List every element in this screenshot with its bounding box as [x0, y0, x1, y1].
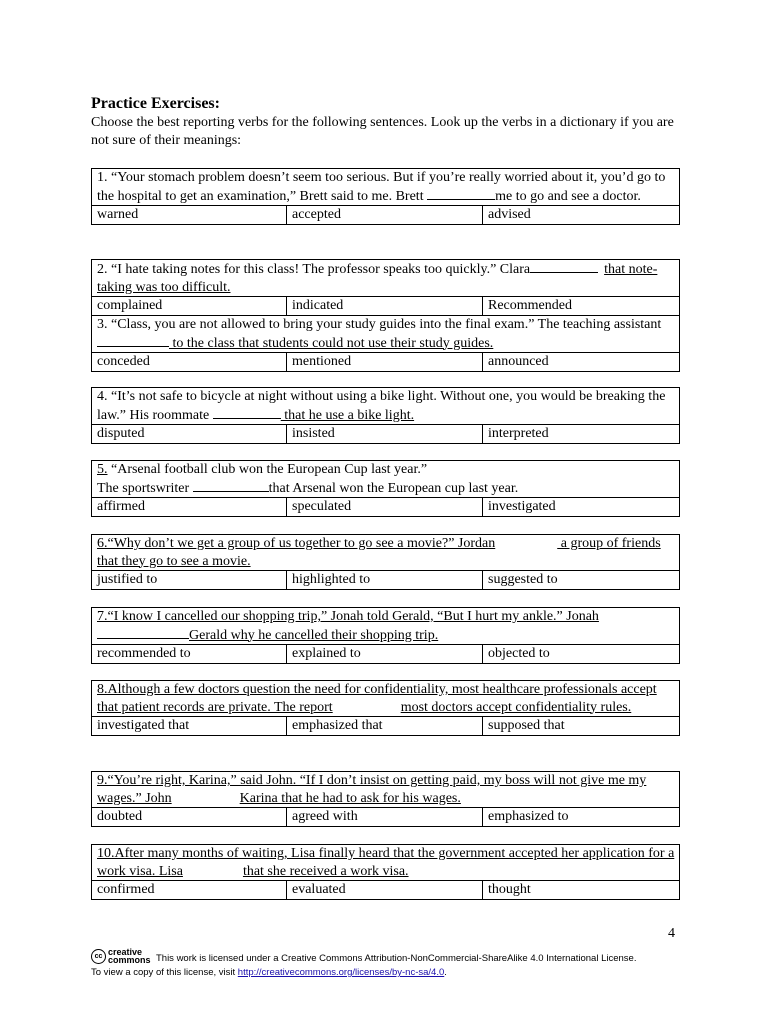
exercise-8 [91, 680, 680, 736]
option-7c[interactable]: objected to [483, 645, 680, 664]
option-8b[interactable]: emphasized that [287, 717, 483, 736]
option-1a[interactable]: warned [92, 206, 287, 225]
option-3a[interactable]: conceded [92, 353, 287, 372]
creative-commons-logo-icon: cc creative commons [91, 948, 151, 964]
question-6: 6.“Why don’t we get a group of us together to go see a movie?” Jordan a group of friends that they go to see a movie. [92, 535, 680, 571]
option-7b[interactable]: explained to [287, 645, 483, 664]
question-8: 8.Although a few doctors question the need for confidentiality, most healthcare professionals accept that patient records are private. The report most doctors accept confidentiality rules. [92, 681, 680, 717]
option-9b[interactable]: agreed with [287, 808, 483, 827]
exercise-6 [91, 534, 680, 590]
option-5c[interactable]: investigated [483, 498, 680, 517]
question-4: 4. “It’s not safe to bicycle at night without using a bike light. Without one, you would be breaking the law.” His roommate that he use a bike light. [92, 388, 680, 425]
option-8a[interactable]: investigated that [92, 717, 287, 736]
question-9: 9.“You’re right, Karina,” said John. “If I don’t insist on getting paid, my boss will not give me my wages.” John Karina that he had to ask for his wages. [92, 772, 680, 808]
answer-blank [530, 260, 598, 273]
option-10b[interactable]: evaluated [287, 881, 483, 900]
license-footer [91, 948, 711, 964]
question-2: 2. “I hate taking notes for this class! The professor speaks too quickly.” Clara that note-taking was too difficult. [92, 260, 680, 297]
option-10a[interactable]: confirmed [92, 881, 287, 900]
option-1b[interactable]: accepted [287, 206, 483, 225]
exercise-9 [91, 771, 680, 827]
option-6b[interactable]: highlighted to [287, 571, 483, 590]
option-2c[interactable]: Recommended [483, 297, 680, 316]
answer-blank [213, 406, 281, 419]
license-link[interactable]: http://creativecommons.org/licenses/by-nc-sa/4.0 [237, 967, 445, 978]
exercise-2-3 [91, 259, 680, 372]
option-4b[interactable]: insisted [287, 425, 483, 444]
question-5: 5. “Arsenal football club won the European Cup last year.” The sportswriter that Arsenal won the European cup last year. [92, 461, 680, 498]
exercise-7 [91, 607, 680, 664]
option-6c[interactable]: suggested to [483, 571, 680, 590]
option-5b[interactable]: speculated [287, 498, 483, 517]
question-1: 1. “Your stomach problem doesn’t seem too serious. But if you’re really worried about it, you’d go to the hospital to get an examination,” Brett said to me. Brett me to go and see a doctor. [92, 169, 680, 206]
option-10c[interactable]: thought [483, 881, 680, 900]
answer-blank [97, 626, 189, 639]
answer-blank [427, 187, 495, 200]
exercise-1 [91, 168, 680, 225]
option-4a[interactable]: disputed [92, 425, 287, 444]
answer-blank [193, 479, 269, 492]
answer-blank [97, 334, 169, 347]
option-5a[interactable]: affirmed [92, 498, 287, 517]
exercise-10 [91, 844, 680, 900]
instructions: Choose the best reporting verbs for the following sentences. Look up the verbs in a dictionary if you are not sure of their meanings: [91, 115, 674, 148]
license-view-line: To view a copy of this license, visit http://creativecommons.org/licenses/by-nc-sa/4.0. [91, 967, 447, 978]
option-3b[interactable]: mentioned [287, 353, 483, 372]
license-text: This work is licensed under a Creative Commons Attribution-NonCommercial-ShareAlike 4.0 International License. [155, 953, 637, 964]
option-9a[interactable]: doubted [92, 808, 287, 827]
question-10: 10.After many months of waiting, Lisa finally heard that the government accepted her application for a work visa. Lisa that she received a work visa. [92, 845, 680, 881]
option-2b[interactable]: indicated [287, 297, 483, 316]
option-6a[interactable]: justified to [92, 571, 287, 590]
page-number: 4 [668, 926, 675, 941]
option-7a[interactable]: recommended to [92, 645, 287, 664]
option-1c[interactable]: advised [483, 206, 680, 225]
option-8c[interactable]: supposed that [483, 717, 680, 736]
page-title: Practice Exercises: [91, 95, 220, 112]
exercise-5 [91, 460, 680, 517]
option-9c[interactable]: emphasized to [483, 808, 680, 827]
exercise-4 [91, 387, 680, 444]
option-2a[interactable]: complained [92, 297, 287, 316]
option-4c[interactable]: interpreted [483, 425, 680, 444]
question-3: 3. “Class, you are not allowed to bring your study guides into the final exam.” The teaching assistant to the class that students could not use their study guides. [92, 316, 680, 353]
option-3c[interactable]: announced [483, 353, 680, 372]
question-7: 7.“I know I cancelled our shopping trip,” Jonah told Gerald, “But I hurt my ankle.” JonahGerald why he cancelled their shopping trip. [92, 608, 680, 645]
